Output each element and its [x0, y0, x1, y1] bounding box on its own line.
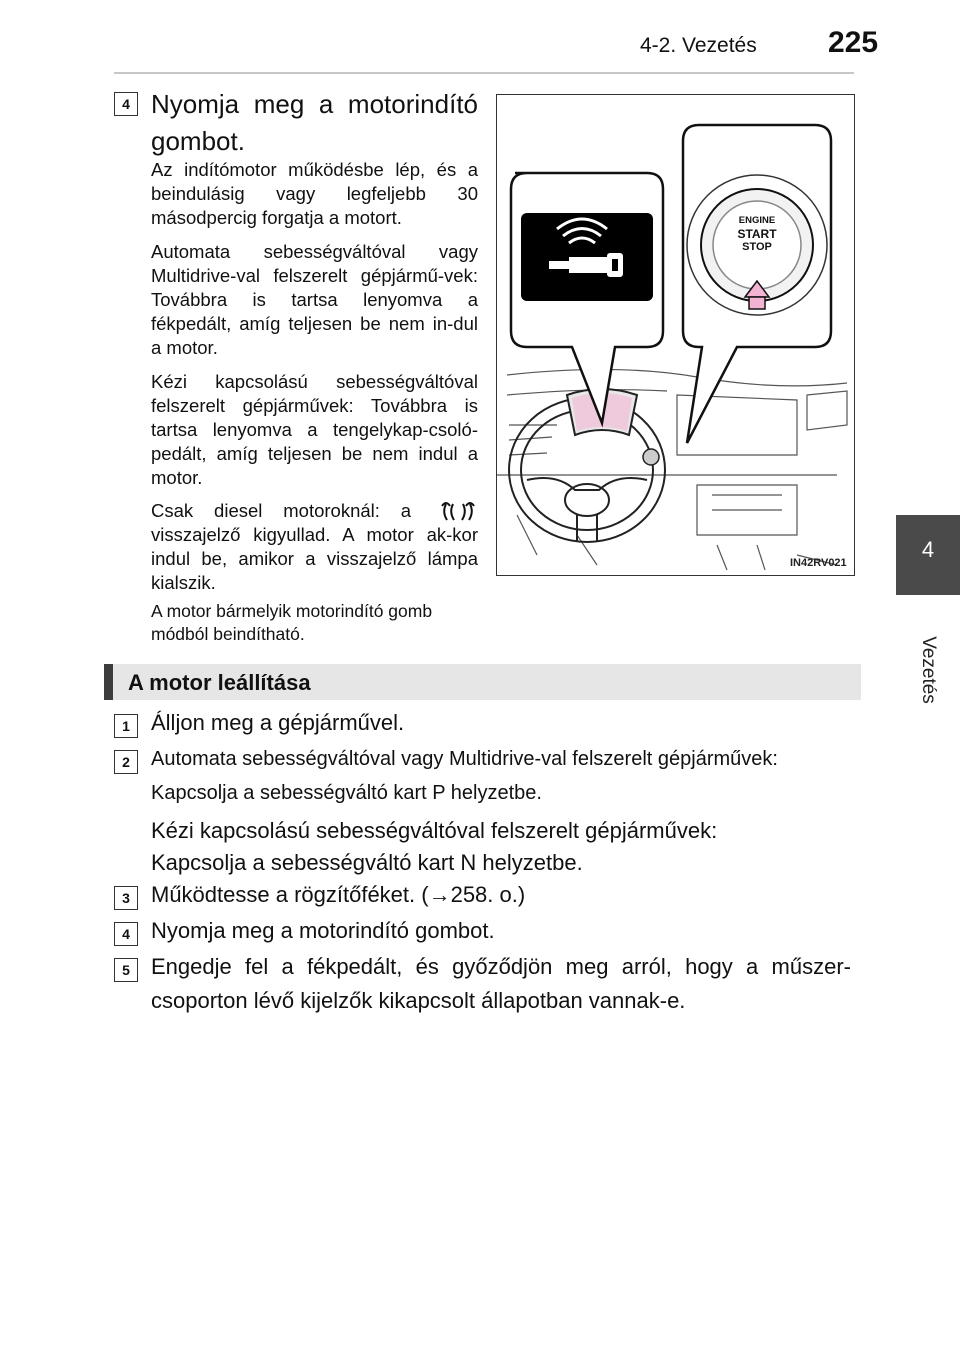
reference-arrow-icon: → — [428, 882, 451, 907]
glow-plug-indicator-icon — [438, 500, 478, 522]
step-text-manual-action: Kapcsolja a sebességváltó kart N helyzetbe. — [151, 850, 583, 875]
engine-button-label-1: ENGINE — [738, 215, 776, 226]
figure-caption: IN42RV021 — [790, 557, 847, 569]
step-number: 3 — [114, 886, 138, 910]
step-text-manual: Kézi kapcsolású sebességváltóval felszerelt gépjárművek: — [151, 818, 718, 843]
step-number: 4 — [114, 92, 138, 116]
dashboard-illustration — [496, 94, 855, 576]
step-number: 4 — [114, 922, 138, 946]
step-text — [151, 878, 851, 912]
diesel-text-rest: visszajelző kigyullad. A motor ak-kor indul be, amikor a visszajelző lámpa kialszik. — [151, 524, 478, 593]
page-reference: 258. o.) — [450, 882, 526, 907]
step-text: Álljon meg a gépjárművel. — [151, 710, 405, 735]
step-text: Nyomja meg a motorindító gombot. — [151, 918, 495, 943]
paragraph-manual: Kézi kapcsolású sebességváltóval felszerelt gépjárművek: Továbbra is tartsa lenyomva a tengelykap-csoló-pedált, amíg teljesen be nem indul a motor. — [151, 371, 478, 488]
step-title: Nyomja meg a motorindító gombot. — [151, 89, 478, 156]
chapter-tab: 4 — [896, 515, 960, 595]
diesel-text-lead: Csak diesel motoroknál: a — [151, 500, 412, 521]
step-text-lead: Működtesse a rögzítőféket. ( — [151, 882, 429, 907]
header-divider — [114, 72, 854, 74]
chapter-tab-label: Vezetés — [918, 636, 939, 704]
step-number: 5 — [114, 958, 138, 982]
note-start-mode: A motor bármelyik motorindító gomb módból beindítható. — [151, 601, 433, 644]
paragraph-diesel — [151, 499, 478, 595]
paragraph-cranking: Az indítómotor működésbe lép, és a beindulásig vagy legfeljebb 30 másodpercig forgatja a motort. — [151, 159, 478, 228]
step-number: 1 — [114, 714, 138, 738]
engine-button-label-2: START — [737, 227, 777, 241]
step-text-automatic: Automata sebességváltóval vagy Multidrive-val felszerelt gépjárművek: — [151, 748, 778, 770]
page-number: 225 — [828, 26, 879, 59]
step-text-automatic-action: Kapcsolja a sebességváltó kart P helyzetbe. — [151, 782, 542, 804]
chapter-tab-label-box — [896, 636, 960, 704]
section-heading: A motor leállítása — [128, 670, 311, 695]
section-title: 4-2. Vezetés — [640, 34, 757, 57]
engine-button-label-3: STOP — [742, 241, 772, 253]
step-number: 2 — [114, 750, 138, 774]
step-text: Engedje fel a fékpedált, és győződjön meg arról, hogy a műszer-csoporton lévő kijelzők kikapcsolt állapotban vannak-e. — [151, 954, 851, 1013]
paragraph-automatic: Automata sebességváltóval vagy Multidrive-val felszerelt gépjármű-vek: Továbbra is tartsa lenyomva a fékpedált, amíg teljesen be nem in-dul a motor. — [151, 241, 478, 358]
